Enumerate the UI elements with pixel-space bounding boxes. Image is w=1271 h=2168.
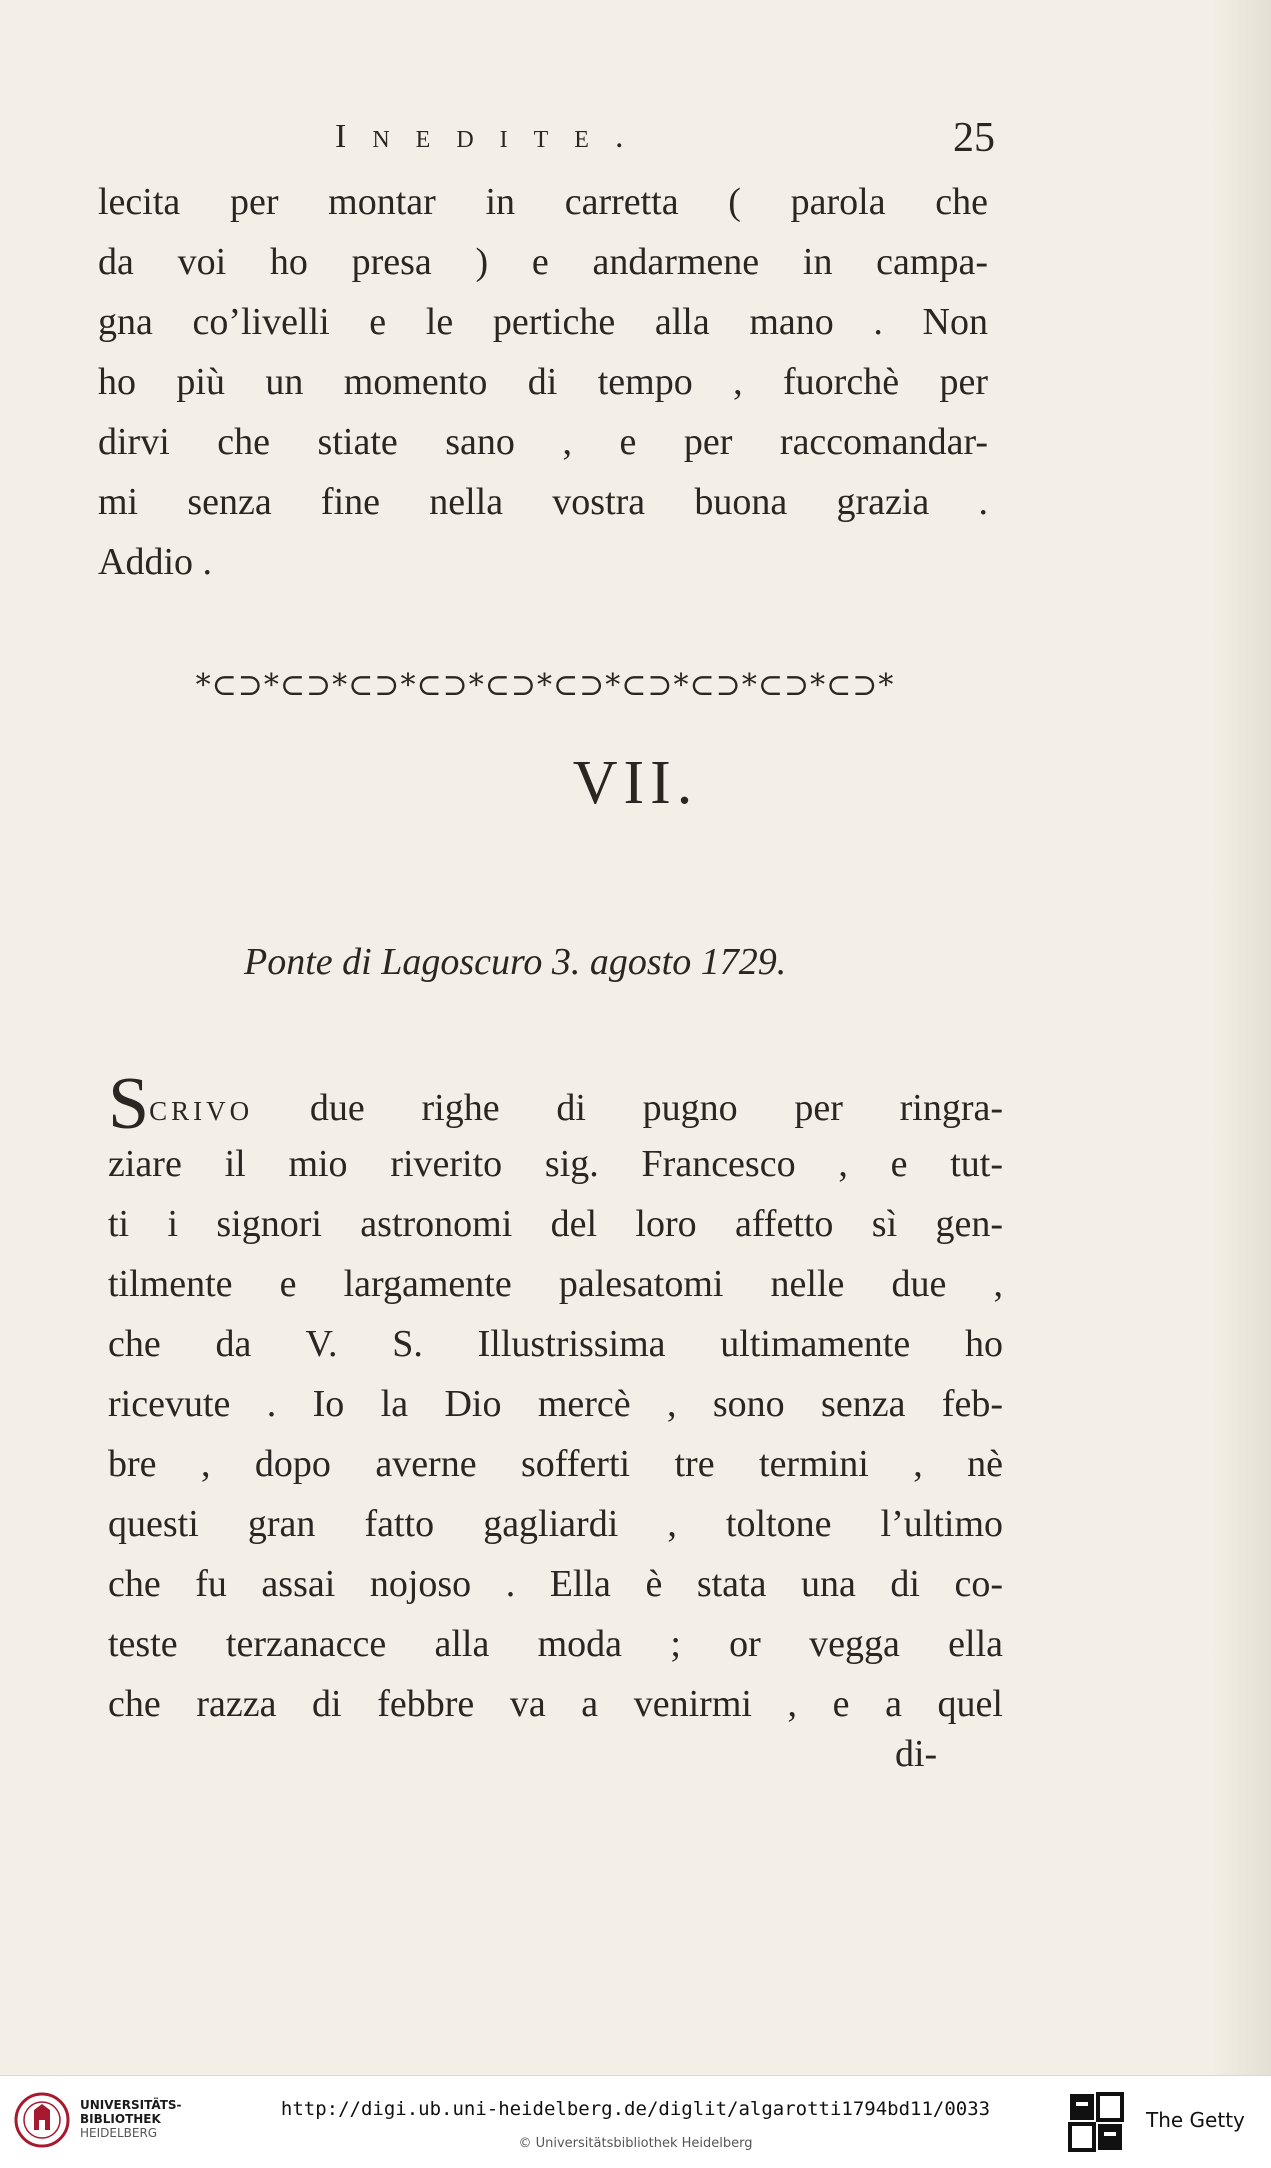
text-line: bre , dopo averne sofferti tre termini , nè (108, 1443, 1003, 1485)
permalink-url[interactable]: http://digi.ub.uni-heidelberg.de/diglit/algarotti1794bd11/0033 (280, 2098, 991, 2120)
drop-cap: S (108, 1063, 150, 1145)
text-line: ho più un momento di tempo , fuorchè per (98, 361, 988, 403)
paragraph-previous-letter (98, 172, 988, 592)
text-line: che fu assai nojoso . Ella è stata una di co- (108, 1563, 1003, 1605)
catchword: di- (895, 1733, 938, 1775)
page-number: 25 (953, 115, 995, 161)
ornamental-divider: *⊂⊃*⊂⊃*⊂⊃*⊂⊃*⊂⊃*⊂⊃*⊂⊃*⊂⊃*⊂⊃*⊂⊃* (195, 668, 895, 703)
letter-body (108, 1063, 1003, 1734)
partner-name: The Getty (1146, 2108, 1245, 2132)
page-header (335, 115, 995, 168)
library-name-line: BIBLIOTHEK (80, 2112, 161, 2126)
copyright-notice: © Universitätsbibliothek Heidelberg (518, 2136, 753, 2151)
getty-logo-icon (1068, 2092, 1124, 2152)
running-title: Inedite. (335, 118, 650, 155)
first-line-rest: due righe di pugno per ringra- (253, 1087, 1003, 1129)
first-word-small-caps: crivo (149, 1087, 254, 1129)
text-line: da voi ho presa ) e andarmene in campa- (98, 241, 988, 283)
text-line: ricevute . Io la Dio mercè , sono senza feb- (108, 1383, 1003, 1425)
text-line: lecita per montar in carretta ( parola che (98, 181, 988, 223)
text-line: ti i signori astronomi del loro affetto sì gen- (108, 1203, 1003, 1245)
letter-number-heading: VII. (572, 749, 699, 817)
text-line: che razza di febbre va a venirmi , e a quel (108, 1683, 1003, 1725)
text-line: che da V. S. Illustrissima ultimamente ho (108, 1323, 1003, 1365)
letter-dateline: Ponte di Lagoscuro 3. agosto 1729. (244, 941, 787, 983)
library-name-line: HEIDELBERG (80, 2126, 158, 2140)
text-line: tilmente e largamente palesatomi nelle due , (108, 1263, 1003, 1305)
library-name-line: UNIVERSITÄTS- (80, 2098, 182, 2112)
text-line: ziare il mio riverito sig. Francesco , e tut- (108, 1143, 1003, 1185)
text-line: mi senza fine nella vostra buona grazia . (98, 481, 988, 523)
text-line: gna co’livelli e le pertiche alla mano . Non (98, 301, 988, 343)
text-line: teste terzanacce alla moda ; or vegga ella (108, 1623, 1003, 1665)
text-line: dirvi che stiate sano , e per raccomandar- (98, 421, 988, 463)
text-line: Addio . (98, 541, 212, 583)
text-line: questi gran fatto gagliardi , toltone l’ultimo (108, 1503, 1003, 1545)
viewer-footer (0, 2075, 1271, 2168)
first-text-line (108, 1063, 1003, 1145)
